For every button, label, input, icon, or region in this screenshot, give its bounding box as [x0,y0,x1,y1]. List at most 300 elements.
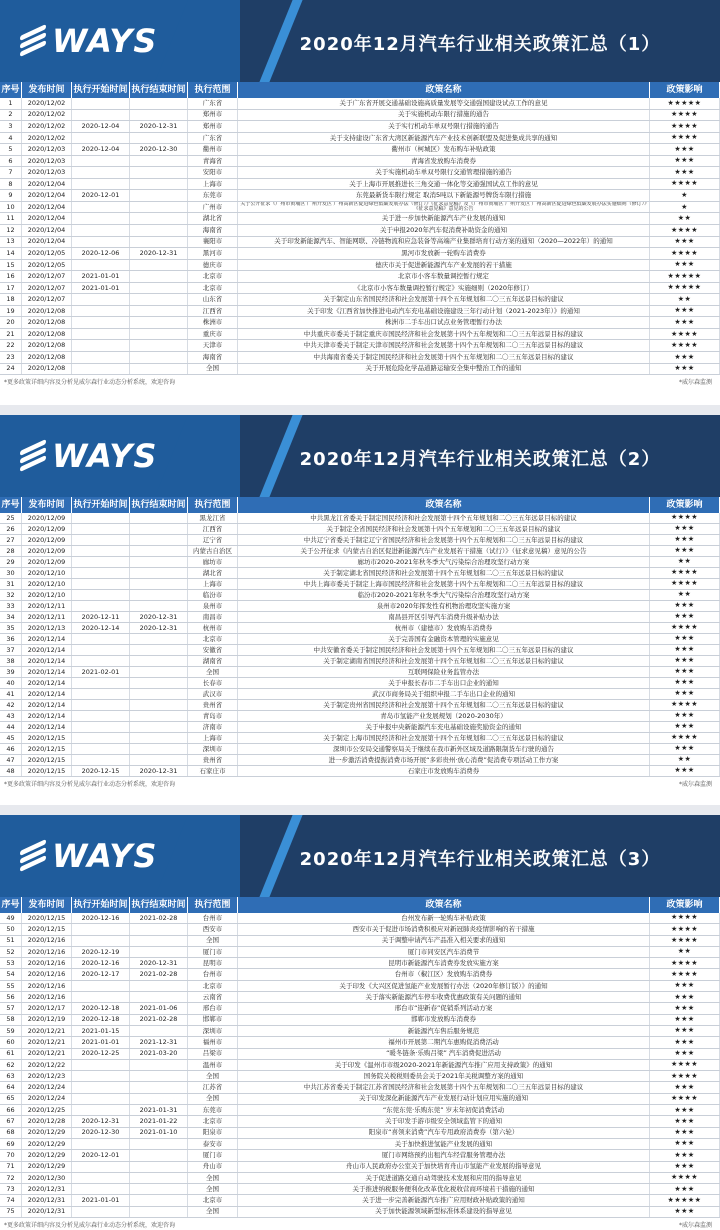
scope-cell: 海南省 [188,225,238,236]
seq-cell: 46 [0,744,22,754]
banner [0,815,720,897]
policy-name-cell: 关于调整申请汽车产品准入相关要求的通知 [238,936,650,946]
start-date-cell: 2020-12-16 [72,958,130,968]
publish-date-cell: 2020/12/04 [22,190,72,201]
publish-date-cell: 2020/12/15 [22,744,72,754]
end-date-cell [130,667,188,677]
impact-stars-cell: ★★★ [650,1105,720,1115]
scope-cell: 全国 [188,936,238,946]
end-date-cell [130,167,188,178]
header-publish-date: 发布时间 [22,497,72,513]
start-date-cell: 2020-12-06 [72,248,130,259]
end-date-cell: 2021-01-31 [130,1105,188,1115]
impact-stars-cell: ★★★★ [650,248,720,259]
end-date-cell: 2020-12-30 [130,144,188,155]
header-end-date: 执行结束时间 [130,897,188,913]
end-date-cell [130,733,188,743]
impact-stars-cell: ★★★ [650,1207,720,1217]
publish-date-cell: 2020/12/14 [22,711,72,721]
end-date-cell [130,1071,188,1081]
start-date-cell: 2020-12-25 [72,1049,130,1059]
impact-stars-cell: ★★ [650,947,720,957]
publish-date-cell: 2020/12/08 [22,352,72,363]
publish-date-cell: 2020/12/04 [22,213,72,224]
start-date-cell: 2020-12-04 [72,121,130,132]
publish-date-cell: 2020/12/08 [22,306,72,317]
policy-name-cell: 中共重庆市委关于制定重庆市国民经济和社会发展第十四个五年规划和二〇三五年远景目标的建议 [238,329,650,340]
seq-cell: 56 [0,992,22,1002]
impact-stars-cell: ★★★★★ [650,98,720,109]
start-date-cell [72,590,130,600]
end-date-cell [130,283,188,294]
footer-note: *更多政策详细内容及分析见威尔森行业动态分析系统，欢迎咨询 [4,781,176,788]
impact-stars-cell: ★★★ [650,1003,720,1013]
policy-name-cell: 关于印发《温州市市级2020-2021年新能源汽车推广应用支持政策》的通知 [238,1060,650,1070]
scope-cell: 全国 [188,1207,238,1217]
end-date-cell [130,271,188,282]
seq-cell: 47 [0,755,22,765]
policy-name-cell: 《北京市小客车数量调控暂行规定》实施细则（2020年修订） [238,283,650,294]
table-row [0,689,720,700]
start-date-cell: 2021-01-15 [72,1026,130,1036]
policy-name-cell: 福州市开展第二期汽车惠购促消费活动 [238,1037,650,1047]
scope-cell: 贵州省 [188,755,238,765]
start-date-cell [72,340,130,351]
ways-logo-icon [20,841,46,871]
seq-cell: 11 [0,213,22,224]
scope-cell: 北京市 [188,634,238,644]
seq-cell: 40 [0,678,22,688]
end-date-cell [130,656,188,666]
seq-cell: 16 [0,271,22,282]
start-date-cell: 2020-12-18 [72,1015,130,1025]
table-row [0,1105,720,1116]
end-date-cell [130,590,188,600]
impact-stars-cell: ★★★ [650,1184,720,1194]
end-date-cell [130,947,188,957]
seq-cell: 2 [0,110,22,121]
seq-cell: 6 [0,156,22,167]
publish-date-cell: 2020/12/07 [22,283,72,294]
scope-cell: 昆明市 [188,958,238,968]
scope-cell: 黑河市 [188,248,238,259]
table-row [0,992,720,1003]
seq-cell: 23 [0,352,22,363]
impact-stars-cell: ★★★★ [650,1060,720,1070]
start-date-cell [72,689,130,699]
table-row [0,364,720,376]
policy-name-cell: 关于制定全省国民经济和社会发展第十四个五年规划和二〇三五年远景目标的建议 [238,524,650,534]
publish-date-cell: 2020/12/02 [22,110,72,121]
policy-name-cell: 关于印发深化新能源汽车产业发展行动计划应用实施的通知 [238,1094,650,1104]
end-date-cell [130,1026,188,1036]
impact-stars-cell: ★★★ [650,546,720,556]
publish-date-cell: 2020/12/16 [22,958,72,968]
policy-name-cell: 中共上海市委关于制定上海市国民经济和社会发展第十四个五年规划和二〇三五年远景目标的建议 [238,579,650,589]
scope-cell: 全国 [188,1071,238,1081]
impact-stars-cell: ★★★★ [650,133,720,144]
policy-name-cell: 南昌县开区引导汽车消费升级补贴办法 [238,612,650,622]
scope-cell: 青海省 [188,156,238,167]
end-date-cell: 2021-02-28 [130,913,188,923]
seq-cell: 36 [0,634,22,644]
policy-name-cell: 关于制定湖南省国民经济和社会发展第十四个五年规划和二〇三五年远景目标的建议 [238,656,650,666]
publish-date-cell: 2020/12/21 [22,1049,72,1059]
start-date-cell [72,634,130,644]
impact-stars-cell: ★★★ [650,156,720,167]
scope-cell: 吕梁市 [188,1049,238,1059]
impact-stars-cell: ★★ [650,213,720,224]
table-row [0,260,720,272]
banner [0,415,720,497]
policy-name-cell: 昆明市新能源汽车消费券发放实施方案 [238,958,650,968]
scope-cell: 北京市 [188,981,238,991]
table-header-row [0,82,720,98]
start-date-cell [72,981,130,991]
policy-name-cell: 关于开展危险化学品道路运输安全集中整治工作的通知 [238,364,650,375]
start-date-cell [72,924,130,934]
scope-cell: 深圳市 [188,1026,238,1036]
start-date-cell [72,260,130,271]
seq-cell: 17 [0,283,22,294]
table-row [0,700,720,711]
scope-cell: 山东省 [188,294,238,305]
scope-cell: 郑州市 [188,121,238,132]
publish-date-cell: 2020/12/04 [22,179,72,190]
publish-date-cell: 2020/12/16 [22,969,72,979]
scope-cell: 西安市 [188,924,238,934]
end-date-cell [130,744,188,754]
policy-name-cell: 关于加快推进氢能产业发展的通知 [238,1139,650,1149]
end-date-cell [130,936,188,946]
ways-logo-text: WAYS [52,837,158,875]
seq-cell: 48 [0,766,22,776]
table-title: 2020年12月汽车行业相关政策汇总（2） [299,449,661,470]
end-date-cell [130,568,188,578]
end-date-cell: 2021-01-22 [130,1116,188,1126]
impact-stars-cell: ★★★★★ [650,271,720,282]
publish-date-cell: 2020/12/21 [22,1037,72,1047]
footer-source: *威尔森监测 [678,379,712,387]
table-row [0,283,720,295]
end-date-cell [130,546,188,556]
end-date-cell [130,513,188,523]
end-date-cell: 2020-12-31 [130,623,188,633]
table-row [0,1003,720,1014]
policy-name-cell: 德庆市关于促进新能源汽车产业发展的若干措施 [238,260,650,271]
end-date-cell [130,260,188,271]
end-date-cell: 2020-12-31 [130,766,188,776]
publish-date-cell: 2020/12/05 [22,248,72,259]
start-date-cell [72,110,130,121]
scope-cell: 广东省 [188,133,238,144]
start-date-cell [72,992,130,1002]
table-row [0,612,720,623]
start-date-cell [72,700,130,710]
scope-cell: 湖南省 [188,656,238,666]
impact-stars-cell: ★★★ [650,144,720,155]
impact-stars-cell: ★★★★ [650,969,720,979]
footer-note: *更多政策详细内容及分析见威尔森行业动态分析系统，欢迎咨询 [4,1222,176,1230]
end-date-cell [130,317,188,328]
scope-cell: 湖北省 [188,213,238,224]
scope-cell: 北京市 [188,283,238,294]
table-row [0,1195,720,1206]
seq-cell: 37 [0,645,22,655]
end-date-cell [130,98,188,109]
publish-date-cell: 2020/12/16 [22,992,72,1002]
end-date-cell [130,294,188,305]
scope-cell: 湖北省 [188,568,238,578]
table-row [0,1184,720,1195]
impact-stars-cell: ★★★ [650,992,720,1002]
scope-cell: 全国 [188,1094,238,1104]
policy-name-cell: 关于支持建设广东省大湾区新能源汽车产业技术创新联盟及促进集成共享的通知 [238,133,650,144]
table-row [0,1207,720,1218]
publish-date-cell: 2020/12/16 [22,936,72,946]
start-date-cell [72,524,130,534]
start-date-cell: 2021-02-01 [72,667,130,677]
scope-cell: 廊坊市 [188,557,238,567]
policy-name-cell: 厦门市网络预约出租汽车经营服务管理办法 [238,1150,650,1160]
start-date-cell [72,167,130,178]
table-row [0,329,720,341]
scope-cell: 东莞市 [188,1105,238,1115]
start-date-cell: 2020-12-30 [72,1128,130,1138]
table-row [0,237,720,249]
seq-cell: 25 [0,513,22,523]
start-date-cell: 2020-12-01 [72,190,130,201]
policy-name-cell: 关于上海市开展推进长三角交通一体化等交通强国试点工作的意见 [238,179,650,190]
seq-cell: 64 [0,1082,22,1092]
scope-cell: 江西省 [188,524,238,534]
publish-date-cell: 2020/12/07 [22,271,72,282]
impact-stars-cell: ★★★ [650,1049,720,1059]
table-row [0,340,720,352]
start-date-cell [72,1207,130,1217]
end-date-cell [130,678,188,688]
seq-cell: 38 [0,656,22,666]
seq-cell: 74 [0,1195,22,1205]
publish-date-cell: 2020/12/14 [22,656,72,666]
table-row [0,711,720,722]
impact-stars-cell: ★★★★ [650,700,720,710]
start-date-cell: 2021-01-01 [72,1037,130,1047]
scope-cell: 泉州市 [188,601,238,611]
table-row [0,513,720,524]
seq-cell: 22 [0,340,22,351]
seq-cell: 34 [0,612,22,622]
scope-cell: 内蒙古自治区 [188,546,238,556]
start-date-cell: 2020-12-14 [72,623,130,633]
impact-stars-cell: ★★★ [650,364,720,375]
publish-date-cell: 2020/12/21 [22,1026,72,1036]
start-date-cell [72,1082,130,1092]
scope-cell: 东莞市 [188,190,238,201]
publish-date-cell: 2020/12/14 [22,689,72,699]
scope-cell: 江西省 [188,306,238,317]
end-date-cell [130,700,188,710]
start-date-cell [72,98,130,109]
policy-name-cell: 青海省发放购车消费券 [238,156,650,167]
table-footer [0,1218,720,1230]
impact-stars-cell: ★★ [650,590,720,600]
publish-date-cell: 2020/12/29 [22,1162,72,1172]
publish-date-cell: 2020/12/11 [22,601,72,611]
end-date-cell: 2020-12-31 [130,958,188,968]
seq-cell: 27 [0,535,22,545]
policy-name-cell: 关于公开征求《内蒙古自治区促进新能源汽车产业发展若干措施（试行）》（征求意见稿）意见的公告 [238,546,650,556]
publish-date-cell: 2020/12/31 [22,1207,72,1217]
impact-stars-cell: ★★★ [650,678,720,688]
ways-logo [20,837,157,875]
policy-name-cell: 武汉市商务局关于组织申报二手车出口企业的通知 [238,689,650,699]
header-policy-name: 政策名称 [238,497,650,513]
table-row [0,634,720,645]
publish-date-cell: 2020/12/29 [22,1128,72,1138]
impact-stars-cell: ★★★ [650,237,720,248]
publish-date-cell: 2020/12/14 [22,645,72,655]
impact-stars-cell: ★★★ [650,535,720,545]
impact-stars-cell: ★★★ [650,1015,720,1025]
impact-stars-cell: ★★★ [650,689,720,699]
publish-date-cell: 2020/12/04 [22,202,72,213]
start-date-cell: 2020-12-16 [72,913,130,923]
publish-date-cell: 2020/12/08 [22,340,72,351]
publish-date-cell: 2020/12/14 [22,722,72,732]
table-row [0,645,720,656]
policy-name-cell: 新能源汽车售后服务规范 [238,1026,650,1036]
scope-cell: 德庆市 [188,260,238,271]
impact-stars-cell: ★★★ [650,634,720,644]
end-date-cell: 2021-12-31 [130,1037,188,1047]
header-publish-date: 发布时间 [22,82,72,98]
scope-cell: 贵州省 [188,700,238,710]
policy-name-cell: 关于制定山东省国民经济和社会发展第十四个五年规划和二〇三五年远景目标的建议 [238,294,650,305]
impact-stars-cell: ★★★★ [650,733,720,743]
start-date-cell [72,364,130,375]
seq-cell: 72 [0,1173,22,1183]
impact-stars-cell: ★★★★ [650,924,720,934]
footer-source: *威尔森监测 [678,781,712,788]
publish-date-cell: 2020/12/16 [22,947,72,957]
ways-logo-text: WAYS [52,437,158,475]
start-date-cell [72,1139,130,1149]
impact-stars-cell: ★★★ [650,1128,720,1138]
seq-cell: 65 [0,1094,22,1104]
end-date-cell [130,1082,188,1092]
table-row [0,678,720,689]
seq-cell: 51 [0,936,22,946]
publish-date-cell: 2020/12/02 [22,133,72,144]
end-date-cell [130,340,188,351]
scope-cell: 杭州市 [188,623,238,633]
publish-date-cell: 2020/12/14 [22,667,72,677]
seq-cell: 35 [0,623,22,633]
scope-cell: 台州市 [188,913,238,923]
policy-name-cell: 关于加快能源领域新型标准体系建设的指导意见 [238,1207,650,1217]
start-date-cell [72,733,130,743]
policy-name-cell: 泉州市2020年挥发性有机物治理攻坚实施方案 [238,601,650,611]
impact-stars-cell: ★★★★ [650,110,720,121]
publish-date-cell: 2020/12/19 [22,1015,72,1025]
end-date-cell [130,110,188,121]
seq-cell: 9 [0,190,22,201]
publish-date-cell: 2020/12/15 [22,913,72,923]
table-row [0,1173,720,1184]
seq-cell: 67 [0,1116,22,1126]
seq-cell: 5 [0,144,22,155]
table-row [0,557,720,568]
policy-name-cell: 中共海南省委关于制定国民经济和社会发展第十四个五年规划和二〇三五年远景目标的建议 [238,352,650,363]
end-date-cell [130,179,188,190]
table-row [0,306,720,318]
policy-name-cell: 关于实行机动车单双号限行措施的通告 [238,121,650,132]
impact-stars-cell: ★★★ [650,722,720,732]
header-end-date: 执行结束时间 [130,82,188,98]
seq-cell: 58 [0,1015,22,1025]
end-date-cell [130,364,188,375]
start-date-cell [72,329,130,340]
start-date-cell: 2020-12-01 [72,1150,130,1160]
start-date-cell [72,1071,130,1081]
scope-cell: 南昌市 [188,612,238,622]
impact-stars-cell: ★★★ [650,1162,720,1172]
scope-cell: 北京市 [188,1116,238,1126]
start-date-cell: 2020-12-15 [72,766,130,776]
start-date-cell [72,1162,130,1172]
end-date-cell [130,1173,188,1183]
header-impact: 政策影响 [650,82,720,98]
scope-cell: 全国 [188,1173,238,1183]
publish-date-cell: 2020/12/02 [22,98,72,109]
policy-name-cell: 廊坊市2020-2021年秋冬季大气污染综合治理攻坚行动方案 [238,557,650,567]
start-date-cell [72,294,130,305]
publish-date-cell: 2020/12/03 [22,156,72,167]
impact-stars-cell: ★★★ [650,656,720,666]
header-impact: 政策影响 [650,497,720,513]
seq-cell: 49 [0,913,22,923]
seq-cell: 50 [0,924,22,934]
table-row [0,1128,720,1139]
end-date-cell: 2021-03-20 [130,1049,188,1059]
policy-name-cell: 关于实施机动车限行措施的通告 [238,110,650,121]
start-date-cell: 2020-12-31 [72,1116,130,1126]
end-date-cell [130,1139,188,1149]
impact-stars-cell: ★★★ [650,306,720,317]
table-row [0,202,720,214]
seq-cell: 45 [0,733,22,743]
table-row [0,133,720,145]
seq-cell: 4 [0,133,22,144]
scope-cell: 全国 [188,667,238,677]
table-row [0,913,720,924]
impact-stars-cell: ★★★ [650,601,720,611]
impact-stars-cell: ★★★ [650,1026,720,1036]
seq-cell: 31 [0,579,22,589]
impact-stars-cell: ★★★ [650,524,720,534]
table-row [0,317,720,329]
start-date-cell [72,711,130,721]
table-row [0,271,720,283]
policy-name-cell: “暖冬链条·乐购吕梁” 汽车消费促进活动 [238,1049,650,1059]
policy-name-cell: 关于落实新能源汽车停车收费优惠政策有关问题的通知 [238,992,650,1002]
header-scope: 执行范围 [188,497,238,513]
end-date-cell [130,992,188,1002]
header-start-date: 执行开始时间 [72,897,130,913]
table-title: 2020年12月汽车行业相关政策汇总（1） [299,34,661,55]
impact-stars-cell: ★★★★ [650,225,720,236]
